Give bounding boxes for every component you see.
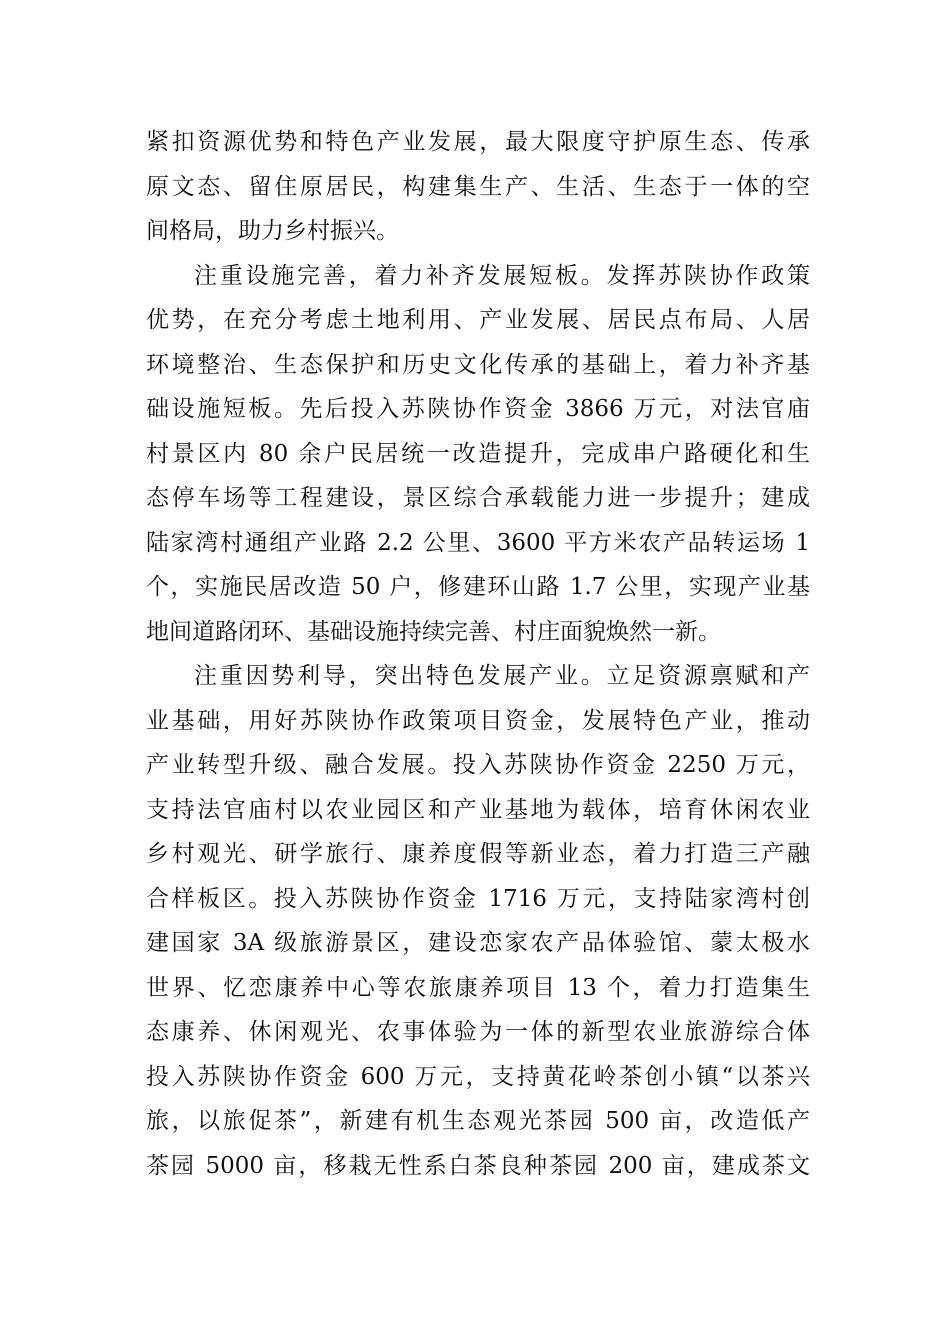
text-line: 态康养、休闲观光、农事体验为一体的新型农业旅游综合体: [146, 1019, 810, 1045]
text-line: 间格局，助力乡村振兴。: [146, 218, 399, 244]
text-line: 础设施短板。先后投入苏陕协作资金 3866 万元，对法官庙: [146, 396, 810, 422]
text-line: 注重设施完善，着力补齐发展短板。发挥苏陕协作政策: [194, 262, 810, 289]
paragraph-2: [146, 254, 810, 655]
text-line: 个，实施民居改造 50 户，修建环山路 1.7 公里，实现产业基: [146, 574, 810, 600]
text-line: 村景区内 80 余户民居统一改造提升，完成串户路硬化和生: [146, 440, 810, 467]
text-line: 原文态、留住原居民，构建集生产、生活、生态于一体的空: [146, 173, 810, 200]
text-line: 紧扣资源优势和特色产业发展，最大限度守护原生态、传承: [146, 129, 810, 155]
paragraph-1: [146, 120, 810, 254]
text-line: 态停车场等工程建设，景区综合承载能力进一步提升；建成: [146, 485, 810, 511]
text-line: 合样板区。投入苏陕协作资金 1716 万元，支持陆家湾村创: [146, 885, 810, 912]
text-line: 业基础，用好苏陕协作政策项目资金，发展特色产业，推动: [146, 707, 810, 734]
paragraph-3: [146, 654, 810, 1188]
text-line: 优势，在充分考虑土地利用、产业发展、居民点布局、人居: [146, 307, 810, 333]
text-line: 产业转型升级、融合发展。投入苏陕协作资金 2250 万元，: [146, 752, 810, 778]
text-line: 建国家 3A 级旅游景区，建设恋家农产品体验馆、蒙太极水: [146, 930, 810, 956]
text-line: 注重因势利导，突出特色发展产业。立足资源禀赋和产: [194, 663, 810, 689]
text-line: 世界、忆恋康养中心等农旅康养项目 13 个，着力打造集生: [146, 974, 810, 1001]
text-line: 环境整治、生态保护和历史文化传承的基础上，着力补齐基: [146, 351, 810, 378]
text-line: 陆家湾村通组产业路 2.2 公里、3600 平方米农产品转运场 1: [146, 529, 810, 556]
text-line: 茶园 5000 亩，移栽无性系白茶良种茶园 200 亩，建成茶文: [146, 1152, 810, 1179]
text-line: 投入苏陕协作资金 600 万元，支持黄花岭茶创小镇“以茶兴: [146, 1063, 810, 1090]
text-line: 地间道路闭环、基础设施持续完善、村庄面貌焕然一新。: [146, 618, 721, 645]
text-line: 旅，以旅促茶”，新建有机生态观光茶园 500 亩，改造低产: [146, 1108, 810, 1134]
text-line: 支持法官庙村以农业园区和产业基地为载体，培育休闲农业: [146, 796, 810, 823]
body-text: [146, 120, 810, 1188]
text-line: 乡村观光、研学旅行、康养度假等新业态，着力打造三产融: [146, 841, 810, 867]
